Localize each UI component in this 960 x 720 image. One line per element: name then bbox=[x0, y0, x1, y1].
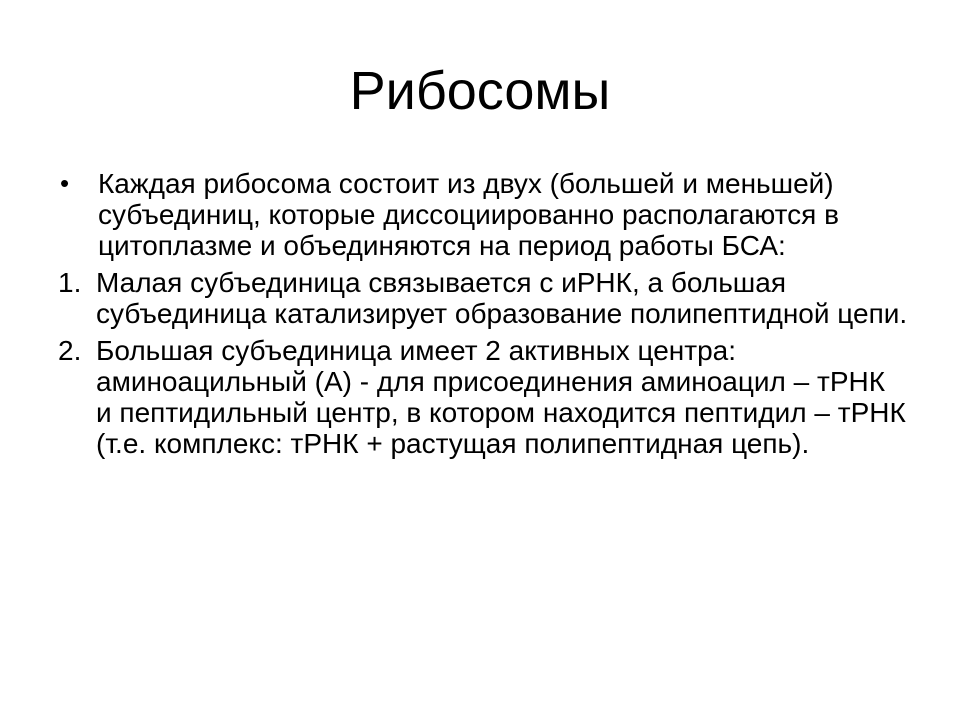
numbered-item-text: Малая субъединица связывается с иРНК, а большая субъединица катализирует образование полипептидной цепи. bbox=[96, 267, 908, 329]
bullet-marker: • bbox=[60, 168, 70, 198]
slide-title: Рибосомы bbox=[349, 61, 611, 121]
slide-content bbox=[58, 168, 908, 465]
numbered-item-1 bbox=[58, 267, 908, 329]
numbered-item-text: Большая субъединица имеет 2 активных центра: аминоацильный (А) - для присоединения аминоацил – тРНК и пептидильный центр, в котором находится пептидил – тРНК (т.е. комплекс: тРНК + растущая полипептидная цепь). bbox=[96, 335, 906, 459]
numbered-item-2 bbox=[58, 335, 908, 459]
bullet-item bbox=[58, 168, 908, 261]
number-marker: 2. bbox=[58, 335, 82, 366]
bullet-text: Каждая рибосома состоит из двух (большей и меньшей) субъединиц, которые диссоциированно располагаются в цитоплазме и объединяются на период работы БСА: bbox=[98, 168, 840, 261]
number-marker: 1. bbox=[58, 267, 82, 298]
